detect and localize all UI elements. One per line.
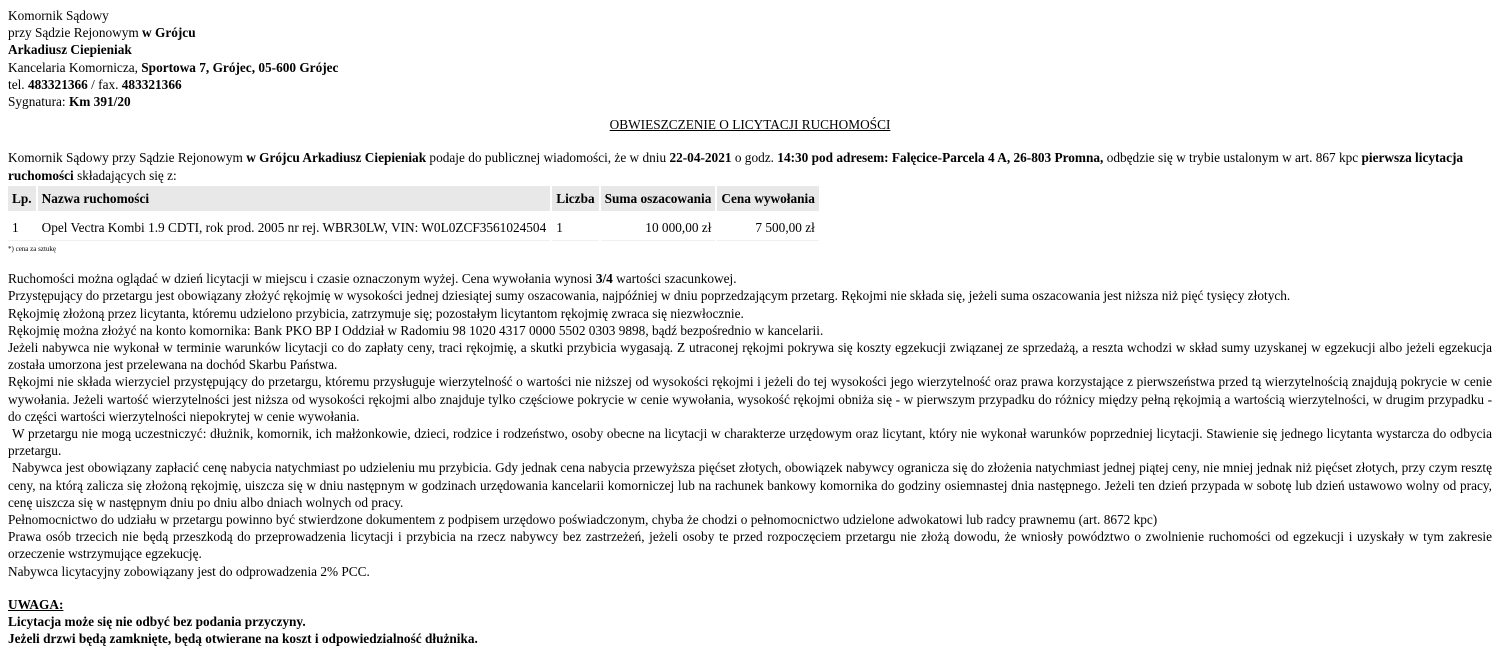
intro-text-3: o godz. — [731, 150, 778, 166]
auction-type: pierwsza licytacja ruchomości — [8, 150, 1464, 183]
header-line-contact — [8, 76, 1492, 93]
para-viewing — [8, 270, 1492, 287]
intro-text-5: składających się z: — [73, 167, 177, 183]
col-lp: Lp. — [8, 186, 36, 211]
tel-label: tel. — [8, 76, 28, 92]
header-address: Sportowa 7, Grójec, 05-600 Grójec — [141, 59, 339, 75]
notice-title: OBWIESZCZENIE O LICYTACJI RUCHOMOŚCI — [609, 117, 891, 133]
col-estimate: Suma oszacowania — [601, 186, 716, 211]
header-line-court — [8, 24, 1492, 41]
header-line-name — [8, 41, 1492, 58]
para-payment-failure: Jeżeli nabywca nie wykonał w terminie warunków licytacji co do zapłaty ceny, traci rękojmię, a skutki przybicia wygasają. Z utraconej rękojmi pokrywa się koszty egzekucji związanej ze sprzedażą, a reszta wchodzi w skład sumy uzyskanej w egzekucji albo jeżeli egzekucja została umorzona jest przelewana na dochód Skarbu Państwa. — [8, 340, 1492, 373]
intro-text-1: Komornik Sądowy przy Sądzie Rejonowym — [8, 150, 247, 166]
auction-date: 22-04-2021 — [669, 150, 732, 166]
para-viewing-end: wartości szacunkowej. — [612, 271, 737, 287]
items-table-header — [8, 186, 819, 211]
col-count: Liczba — [552, 186, 598, 211]
signature-value: Km 391/20 — [68, 94, 131, 110]
auction-time-address: 14:30 pod adresem: Falęcice-Parcela 4 A, 26-803 Promna, — [777, 150, 1104, 166]
header-line-office: Komornik Sądowy — [8, 8, 109, 23]
para-excluded-persons: W przetargu nie mogą uczestniczyć: dłużnik, komornik, ich małżonkowie, dzieci, rodzice i rodzeństwo, osoby obecne na licytacji w charakterze urzędowym oraz licytant, który nie wykonał warunków poprzedniej licytacji. Stawienie się jednego licytanta wystarcza do odbycia przetargu. — [8, 426, 1492, 459]
cell-estimate: 10 000,00 zł — [601, 213, 716, 241]
fax-number: 483321366 — [121, 76, 182, 92]
intro-bold-1: w Grójcu Arkadiusz Ciepieniak — [246, 150, 427, 166]
warning-heading: UWAGA: — [8, 596, 64, 612]
para-deposit: Przystępujący do przetargu jest obowiązany złożyć rękojmię w wysokości jednej dziesiątej sumy oszacowania, najpóźniej w dniu poprzedzającym przetarg. Rękojmi nie składa się, jeżeli suma oszacowania jest niższa niż pięć tysięcy złotych. — [8, 288, 1291, 304]
table-row — [8, 213, 819, 241]
cell-count: 1 — [552, 213, 598, 241]
cell-name: Opel Vectra Kombi 1.9 CDTI, rok prod. 2005 nr rej. WBR30LW, VIN: W0L0ZCF3561024504 — [38, 213, 551, 241]
para-pcc-tax: Nabywca licytacyjny zobowiązany jest do odprowadzenia 2% PCC. — [8, 563, 370, 579]
para-creditor: Rękojmi nie składa wierzyciel przystępujący do przetargu, któremu przysługuje wierzytelność o wartości nie niższej od wysokości rękojmi i jeżeli do tej wysokości jego wierzytelność oraz prawa korzystające z pierwszeństwa przed tą wierzytelnością znajdują pokrycie w cenie wywołania. Jeżeli wartość wierzytelności jest niższa od wysokości rękojmi albo znajduje tylko częściowe pokrycie w cenie wywołania, wysokość rękojmi obniża się - w pierwszym przypadku do różnicy między pełną rękojmią a wartością wierzytelności, w drugim przypadku - do części wartości wierzytelności niepokrytej w cenie wywołania. — [8, 374, 1492, 424]
terms-section — [8, 270, 1492, 580]
para-viewing-text: Ruchomości można oglądać w dzień licytacji w miejscu i czasie oznaczonym wyżej. Cena wywołania wynosi — [8, 271, 596, 287]
col-price: Cena wywołania — [717, 186, 818, 211]
items-table — [6, 184, 821, 243]
intro-text-2: podaje do publicznej wiadomości, że w dniu — [426, 150, 670, 166]
bailiff-name: Arkadiusz Ciepieniak — [8, 42, 132, 58]
para-deposit-retention: Rękojmię złożoną przez licytanta, któremu udzielono przybicia, zatrzymuje się; pozostałym licytantom rękojmię zwraca się niezwłocznie. — [8, 305, 744, 321]
col-name: Nazwa ruchomości — [38, 186, 551, 211]
para-power-of-attorney: Pełnomocnictwo do udziału w przetargu powinno być stwierdzone dokumentem z podpisem urzędowo poświadczonym, chyba że chodzi o pełnomocnictwo udzielone adwokatowi lub radcy prawnemu (art. 8672 kpc) — [8, 512, 1158, 528]
price-fraction: 3/4 — [595, 271, 613, 287]
para-third-party: Prawa osób trzecich nie będą przeszkodą do przeprowadzenia licytacji i przybicia na rzecz nabywcy bez zastrzeżeń, jeżeli osoby te przed rozpoczęciem przetargu nie złożą dowodu, że wniosły powództwo o zwolnienie ruchomości od egzekucji i uzyskały w tym zakresie orzeczenie wstrzymujące egzekucję. — [8, 529, 1492, 562]
para-payment-terms: Nabywca jest obowiązany zapłacić cenę nabycia natychmiast po udzieleniu mu przybicia. Gdy jednak cena nabycia przewyższa pięćset złotych, obowiązek nabywcy ogranicza się do złożenia natychmiast jednej piątej ceny, nie mniej jednak niż pięćset złotych, przy czym resztę ceny, na którą zalicza się złożoną rękojmię, uiszcza się w dniu następnym w godzinach urzędowania kancelarii komorniczej lub na rachunek bankowy komornika do godziny osiemnastej dnia następnego. Jeżeli ten dzień przypada w sobotę lub dzień ustawowo wolny od pracy, cenę uiszcza się w następnym dniu po dniu albo dniach wolnych od pracy. — [8, 460, 1492, 510]
intro-text-4: odbędzie się w trybie ustalonym w art. 867 kpc — [1103, 150, 1362, 166]
header-address-label: Kancelaria Komornicza, — [8, 59, 142, 75]
fax-label: / fax. — [87, 76, 122, 92]
header-court-city: w Grójcu — [142, 25, 196, 41]
header-court-text: przy Sądzie Rejonowym — [8, 25, 143, 41]
tel-number: 483321366 — [27, 76, 88, 92]
cell-lp: 1 — [8, 213, 36, 241]
header-line-signature — [8, 93, 1492, 110]
signature-label: Sygnatura: — [8, 94, 69, 110]
intro-paragraph — [8, 149, 1492, 183]
header-line-address — [8, 59, 1492, 76]
warning-line-1: Licytacja może się nie odbyć bez podania przyczyny. — [8, 614, 306, 630]
warning-line-2: Jeżeli drzwi będą zamknięte, będą otwierane na koszt i odpowiedzialność dłużnika. — [8, 631, 478, 647]
bailiff-header — [8, 7, 1492, 110]
para-deposit-account: Rękojmię można złożyć na konto komornika: Bank PKO BP I Oddział w Radomiu 98 1020 4317 0000 5502 0303 9898, bądź bezpośrednio w kancelarii. — [8, 322, 824, 338]
cell-price: 7 500,00 zł — [717, 213, 818, 241]
warning-section — [8, 596, 1492, 648]
table-footnote: *) cena za sztukę — [8, 245, 56, 254]
